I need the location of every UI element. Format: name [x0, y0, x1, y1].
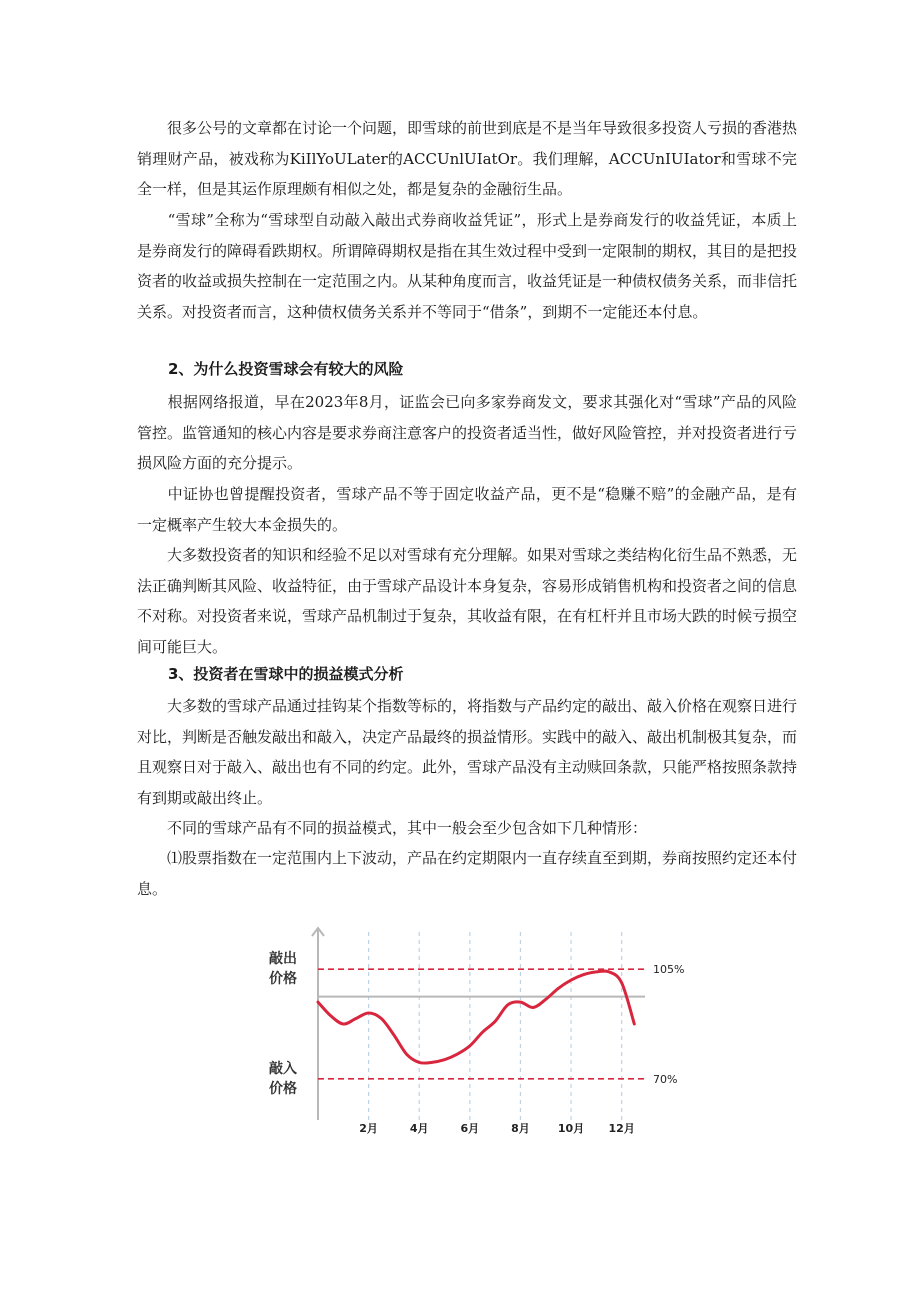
- paragraph-scenario-1: ⑴股票指数在一定范围内上下波动，产品在约定期限内一直存续直至到期，券商按照约定还本付息。: [137, 849, 798, 898]
- x-tick-label: 6月: [460, 1122, 480, 1135]
- paragraph-association-warning: 中证协也曾提醒投资者，雪球产品不等于固定收益产品，更不是“稳赚不赔”的金融产品，是有一定概率产生较大本金损失的。: [137, 485, 797, 534]
- paragraph-investor-knowledge: 大多数投资者的知识和经验不足以对雪球有充分理解。如果对雪球之类结构化衍生品不熟悉，无法正确判断其风险、收益特征，由于雪球产品设计本身复杂，容易形成销售机构和投资者之间的信息不对称。对投资者来说，雪球产品机制过于复杂，其收益有限，在有杠杆并且市场大跌的时候亏损空间可能巨大。: [137, 546, 798, 656]
- barrier-value-label: 105%: [653, 963, 685, 977]
- knock-in-price-label: 价格: [269, 1080, 297, 1097]
- index-price-line: [318, 971, 634, 1063]
- section-heading-2: 2、为什么投资雪球会有较大的风险: [168, 360, 404, 378]
- knock-out-price-label: 敲出: [269, 951, 297, 968]
- barrier-value-label: 70%: [653, 1072, 678, 1086]
- x-tick-label: 8月: [511, 1122, 530, 1135]
- paragraph-regulator-notice: 根据网络报道，早在2023年8月，证监会已向多家券商发文，要求其强化对“雪球”产品的风险管控。监管通知的核心内容是要求券商注意客户的投资者适当性，做好风险管控，并对投资者进行亏损风险方面的充分提示。: [137, 393, 798, 472]
- paragraph-accumulator: 很多公号的文章都在讨论一个问题，即雪球的前世到底是不是当年导致很多投资人亏损的香港热销理财产品，被戏称为KiIlYoULater的ACCUnlUIatOr。我们理解，ACCUnIUIator和雪球不完全一样，但是其运作原理颇有相似之处，都是复杂的金融衍生品。: [137, 119, 798, 198]
- paragraph-snowball-definition: “雪球”全称为“雪球型自动敲入敲出式券商收益凭证”，形式上是券商发行的收益凭证，本质上是券商发行的障碍看跌期权。所谓障碍期权是指在其生效过程中受到一定限制的期权，其目的是把投资者的收益或损失控制在一定范围之内。从某种角度而言，收益凭证是一种债权债务关系，而非信托关系。对投资者而言，这种债权债务关系并不等同于“借条”，到期不一定能还本付息。: [137, 211, 798, 321]
- knock-in-price-label: 敲入: [269, 1060, 297, 1077]
- paragraph-scenarios-intro: 不同的雪球产品有不同的损益模式，其中一般会至少包含如下几种情形：: [137, 819, 648, 837]
- x-tick-label: 10月: [557, 1122, 585, 1135]
- knock-out-price-label: 价格: [269, 971, 297, 988]
- x-tick-label: 4月: [409, 1122, 429, 1135]
- x-tick-label: 2月: [359, 1122, 378, 1135]
- paragraph-knock-mechanism: 大多数的雪球产品通过挂钩某个指数等标的，将指数与产品约定的敲出、敲入价格在观察日进行对比，判断是否触发敲出和敲入，决定产品最终的损益情形。实践中的敲入、敲出机制极其复杂，而且观察日对于敲入、敲出也有不同的约定。此外，雪球产品没有主动赎回条款，只能严格按照条款持有到期或敲出终止。: [137, 697, 798, 807]
- section-heading-3: 3、投资者在雪球中的损益模式分析: [168, 665, 404, 683]
- snowball-chart: [255, 918, 685, 1143]
- x-tick-label: 12月: [608, 1122, 635, 1135]
